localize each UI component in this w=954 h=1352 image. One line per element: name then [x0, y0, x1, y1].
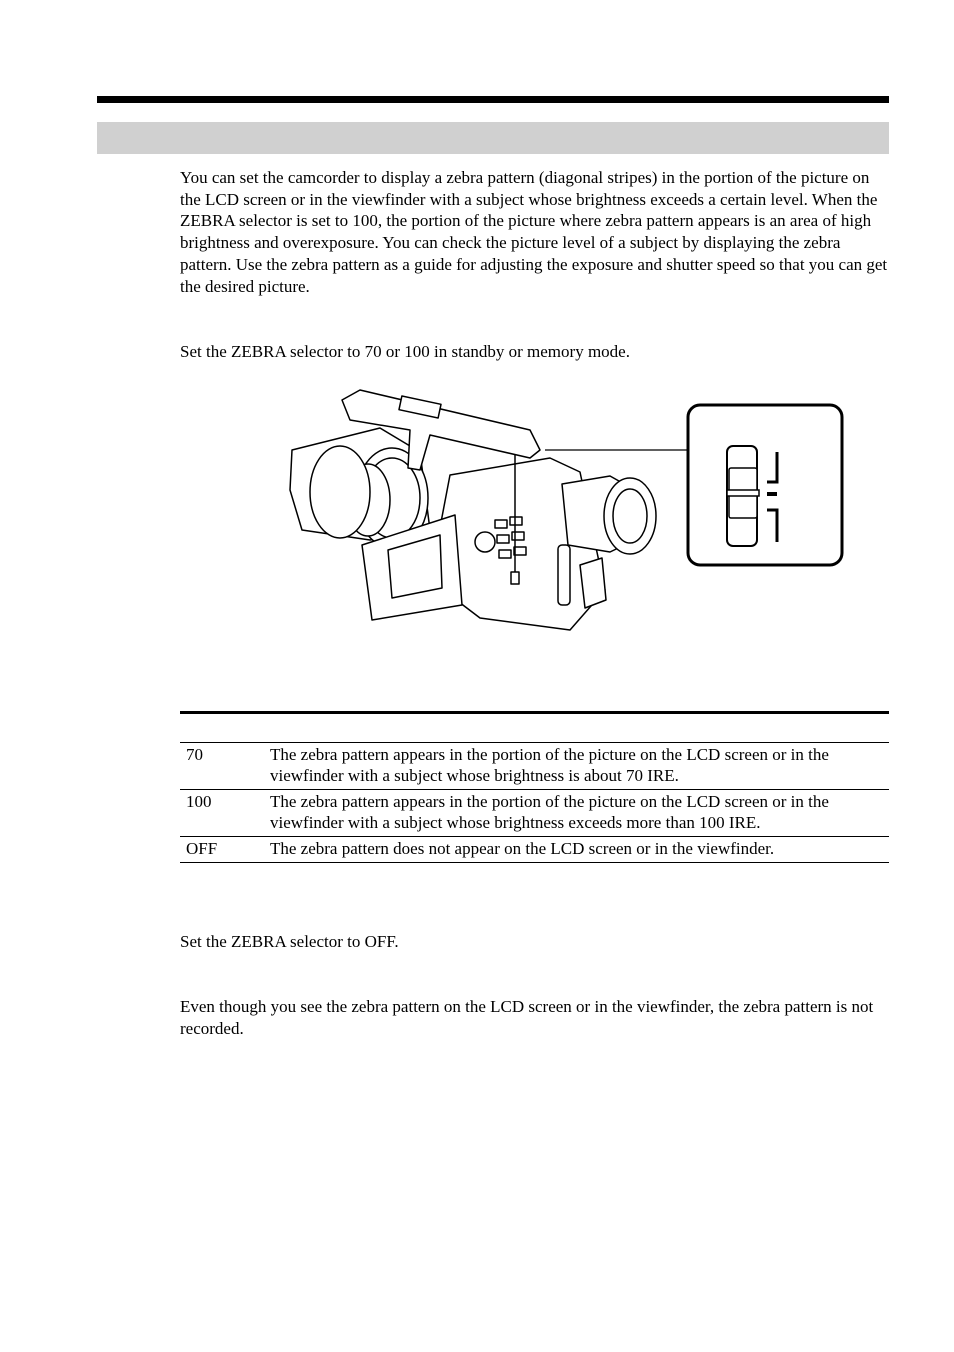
- setting-key: 100: [180, 790, 270, 837]
- setting-description: The zebra pattern appears in the portion of the picture on the LCD screen or in the viewfinder with a subject whose brightness exceeds more than 100 IRE.: [270, 790, 889, 837]
- setting-description: The zebra pattern does not appear on the LCD screen or in the viewfinder.: [270, 837, 889, 863]
- zebra-settings-table: [180, 742, 889, 863]
- setting-key: OFF: [180, 837, 270, 863]
- intro-paragraph: You can set the camcorder to display a zebra pattern (diagonal stripes) in the portion of the picture on the LCD screen or in the viewfinder with a subject whose brightness exceeds a certain level. When the ZEBRA selector is set to 100, the portion of the picture where zebra pattern appears is an area of high brightness and overexposure. You can check the picture level of a subject by displaying the zebra pattern. Use the zebra pattern as a guide for adjusting the exposure and shutter speed so that you can get the desired picture.: [180, 168, 888, 296]
- table-row: [180, 790, 889, 837]
- camcorder-figure: [280, 380, 860, 650]
- camcorder-illustration: [290, 390, 656, 630]
- top-rule: [97, 96, 889, 103]
- note-text: Even though you see the zebra pattern on the LCD screen or in the viewfinder, the zebra pattern is not recorded.: [180, 997, 874, 1038]
- setting-key: 70: [180, 743, 270, 790]
- table-row: [180, 743, 889, 790]
- section-heading-bar: [97, 122, 889, 154]
- table-row: [180, 837, 889, 863]
- zebra-selector-switch: [688, 405, 842, 565]
- setting-description: The zebra pattern appears in the portion of the picture on the LCD screen or in the viewfinder with a subject whose brightness is about 70 IRE.: [270, 743, 889, 790]
- instruction-text: Set the ZEBRA selector to 70 or 100 in standby or memory mode.: [180, 342, 630, 361]
- cancel-instruction: Set the ZEBRA selector to OFF.: [180, 932, 399, 951]
- table-top-rule: [180, 711, 889, 714]
